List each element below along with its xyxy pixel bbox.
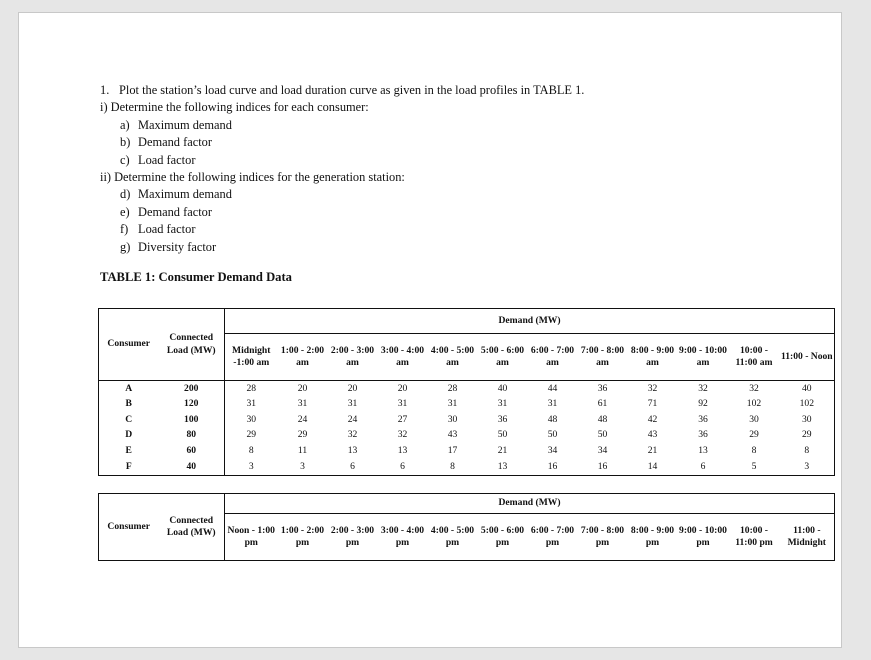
table-row bbox=[99, 412, 835, 428]
cell-demand: 29 bbox=[297, 429, 308, 441]
list-item bbox=[120, 134, 820, 151]
cell-consumer: E bbox=[125, 444, 132, 456]
header-time: 8:00 - 9:00 am bbox=[630, 344, 675, 368]
cell-connected-load: 60 bbox=[159, 443, 225, 459]
header-time: 5:00 - 6:00 am bbox=[480, 344, 525, 368]
cell-demand: 30 bbox=[802, 413, 812, 425]
header-connected-load: Connected Load (MW) bbox=[159, 309, 225, 381]
cell-consumer: B bbox=[125, 398, 132, 410]
header-time: 1:00 - 2:00 am bbox=[280, 344, 325, 368]
cell-demand: 102 bbox=[799, 398, 814, 410]
cell-demand: 32 bbox=[628, 381, 678, 397]
header-time: 4:00 - 5:00 pm bbox=[430, 524, 475, 548]
cell-demand: 61 bbox=[597, 398, 608, 410]
header-time: 7:00 - 8:00 pm bbox=[580, 524, 625, 548]
cell-demand: 24 bbox=[297, 413, 308, 425]
list-item bbox=[120, 152, 820, 169]
consumer-demand-table-am bbox=[98, 308, 835, 476]
cell-connected-load: 40 bbox=[159, 459, 225, 475]
cell-demand: 92 bbox=[698, 398, 708, 410]
cell-demand: 8 bbox=[804, 444, 810, 456]
cell-demand: 43 bbox=[447, 429, 458, 441]
cell-demand: 30 bbox=[447, 413, 458, 425]
list-item bbox=[120, 204, 820, 221]
list-text: Demand factor bbox=[138, 135, 212, 150]
header-time: 2:00 - 3:00 pm bbox=[330, 524, 375, 548]
list-item bbox=[120, 186, 820, 203]
header-time: 4:00 - 5:00 am bbox=[430, 344, 475, 368]
header-time: 3:00 - 4:00 pm bbox=[380, 524, 425, 548]
cell-demand: 14 bbox=[647, 460, 658, 472]
cell-demand: 31 bbox=[547, 398, 558, 410]
cell-demand: 28 bbox=[428, 381, 478, 397]
header-time: 8:00 - 9:00 pm bbox=[630, 524, 675, 548]
cell-demand: 34 bbox=[547, 444, 558, 456]
list-letter: g) bbox=[120, 239, 131, 254]
cell-demand: 20 bbox=[378, 381, 428, 397]
header-time: 1:00 - 2:00 pm bbox=[280, 524, 325, 548]
question-1 bbox=[100, 82, 820, 99]
cell-demand: 34 bbox=[597, 444, 608, 456]
cell-demand: 21 bbox=[647, 444, 658, 456]
header-time: 9:00 - 10:00 pm bbox=[679, 524, 727, 548]
cell-consumer: D bbox=[125, 429, 133, 441]
header-time: 10:00 - 11:00 pm bbox=[735, 524, 773, 548]
cell-demand: 13 bbox=[347, 444, 358, 456]
list-item bbox=[120, 117, 820, 134]
cell-demand: 40 bbox=[478, 381, 528, 397]
cell-demand: 30 bbox=[749, 413, 759, 425]
header-time: 5:00 - 6:00 pm bbox=[480, 524, 525, 548]
cell-demand: 36 bbox=[698, 429, 708, 441]
cell-demand: 13 bbox=[497, 460, 508, 472]
cell-demand: 6 bbox=[350, 460, 355, 472]
cell-consumer: A bbox=[99, 381, 159, 397]
cell-demand: 32 bbox=[347, 429, 358, 441]
cell-demand: 36 bbox=[497, 413, 508, 425]
consumer-demand-table-pm bbox=[98, 493, 835, 561]
header-time: Noon - 1:00 pm bbox=[227, 524, 275, 548]
cell-demand: 8 bbox=[248, 444, 254, 456]
question-text: Plot the station’s load curve and load duration curve as given in the load profiles in TABLE 1. bbox=[119, 83, 585, 97]
cell-demand: 44 bbox=[528, 381, 578, 397]
list-text: Load factor bbox=[138, 152, 196, 167]
list-text: Diversity factor bbox=[138, 239, 217, 254]
list-text: Load factor bbox=[138, 222, 196, 237]
cell-demand: 32 bbox=[729, 381, 780, 397]
cell-demand: 3 bbox=[248, 460, 254, 472]
cell-demand: 8 bbox=[450, 460, 455, 472]
document-content bbox=[100, 82, 820, 286]
cell-demand: 31 bbox=[497, 398, 508, 410]
list-text: Demand factor bbox=[138, 204, 212, 219]
cell-demand: 48 bbox=[597, 413, 608, 425]
header-time: 7:00 - 8:00 am bbox=[580, 344, 625, 368]
header-time: 6:00 - 7:00 pm bbox=[530, 524, 575, 548]
cell-demand: 31 bbox=[447, 398, 458, 410]
cell-demand: 32 bbox=[397, 429, 408, 441]
question-number: 1. bbox=[100, 83, 110, 97]
part-i-heading: i) Determine the following indices for each consumer: bbox=[100, 100, 369, 115]
cell-demand: 29 bbox=[749, 429, 759, 441]
cell-consumer: F bbox=[125, 460, 132, 472]
header-demand: Demand (MW) bbox=[225, 309, 835, 334]
table-row bbox=[99, 443, 835, 459]
header-time: 11:00 - Midnight bbox=[787, 524, 826, 548]
cell-demand: 29 bbox=[802, 429, 812, 441]
cell-demand: 20 bbox=[278, 381, 328, 397]
cell-consumer: C bbox=[125, 413, 133, 425]
table-row bbox=[99, 397, 835, 413]
table-row bbox=[99, 428, 835, 444]
cell-demand: 32 bbox=[678, 381, 729, 397]
cell-demand: 21 bbox=[497, 444, 508, 456]
cell-demand: 43 bbox=[647, 429, 658, 441]
header-time: 10:00 - 11:00 am bbox=[735, 344, 773, 368]
list-letter: b) bbox=[120, 135, 131, 150]
cell-demand: 8 bbox=[751, 444, 757, 456]
cell-demand: 31 bbox=[347, 398, 358, 410]
table-row bbox=[99, 381, 835, 397]
cell-connected-load: 80 bbox=[159, 428, 225, 444]
header-connected-load: Connected Load (MW) bbox=[159, 494, 225, 561]
list-item bbox=[120, 239, 820, 256]
cell-connected-load: 200 bbox=[159, 381, 225, 397]
list-text: Maximum demand bbox=[138, 117, 232, 132]
list-text: Maximum demand bbox=[138, 187, 232, 202]
cell-demand: 102 bbox=[746, 398, 762, 410]
cell-demand: 50 bbox=[547, 429, 558, 441]
list-letter: f) bbox=[120, 222, 129, 237]
cell-demand: 36 bbox=[578, 381, 628, 397]
cell-demand: 31 bbox=[397, 398, 408, 410]
header-time: 9:00 - 10:00 am bbox=[679, 344, 727, 368]
list-letter: a) bbox=[120, 117, 130, 132]
cell-demand: 30 bbox=[246, 413, 257, 425]
cell-demand: 3 bbox=[804, 460, 810, 472]
header-consumer: Consumer bbox=[107, 338, 151, 350]
cell-demand: 5 bbox=[751, 460, 757, 472]
list-letter: c) bbox=[120, 152, 130, 167]
list-letter: e) bbox=[120, 204, 130, 219]
cell-demand: 71 bbox=[647, 398, 658, 410]
part-ii-heading: ii) Determine the following indices for the generation station: bbox=[100, 170, 405, 185]
cell-demand: 50 bbox=[497, 429, 508, 441]
header-time: 2:00 - 3:00 am bbox=[330, 344, 375, 368]
cell-demand: 31 bbox=[246, 398, 257, 410]
cell-connected-load: 120 bbox=[159, 397, 225, 413]
cell-connected-load: 100 bbox=[159, 412, 225, 428]
cell-demand: 40 bbox=[780, 381, 835, 397]
cell-demand: 3 bbox=[300, 460, 305, 472]
header-demand: Demand (MW) bbox=[225, 494, 835, 514]
cell-demand: 17 bbox=[447, 444, 458, 456]
cell-demand: 29 bbox=[246, 429, 257, 441]
header-time: 11:00 - Noon bbox=[780, 350, 833, 362]
header-consumer: Consumer bbox=[107, 520, 151, 532]
cell-demand: 20 bbox=[328, 381, 378, 397]
cell-demand: 13 bbox=[397, 444, 408, 456]
header-time: 6:00 - 7:00 am bbox=[530, 344, 575, 368]
list-item bbox=[120, 221, 820, 238]
cell-demand: 16 bbox=[597, 460, 608, 472]
cell-demand: 28 bbox=[225, 381, 278, 397]
cell-demand: 31 bbox=[297, 398, 308, 410]
cell-demand: 11 bbox=[297, 444, 308, 456]
cell-demand: 27 bbox=[397, 413, 408, 425]
cell-demand: 48 bbox=[547, 413, 558, 425]
cell-demand: 13 bbox=[698, 444, 708, 456]
cell-demand: 24 bbox=[347, 413, 358, 425]
list-letter: d) bbox=[120, 187, 131, 202]
cell-demand: 42 bbox=[647, 413, 658, 425]
table-title: TABLE 1: Consumer Demand Data bbox=[100, 270, 292, 285]
cell-demand: 16 bbox=[547, 460, 558, 472]
header-time: Midnight -1:00 am bbox=[232, 344, 271, 368]
cell-demand: 50 bbox=[597, 429, 608, 441]
cell-demand: 6 bbox=[700, 460, 706, 472]
table-row bbox=[99, 459, 835, 475]
header-time: 3:00 - 4:00 am bbox=[380, 344, 425, 368]
cell-demand: 6 bbox=[400, 460, 405, 472]
cell-demand: 36 bbox=[698, 413, 708, 425]
